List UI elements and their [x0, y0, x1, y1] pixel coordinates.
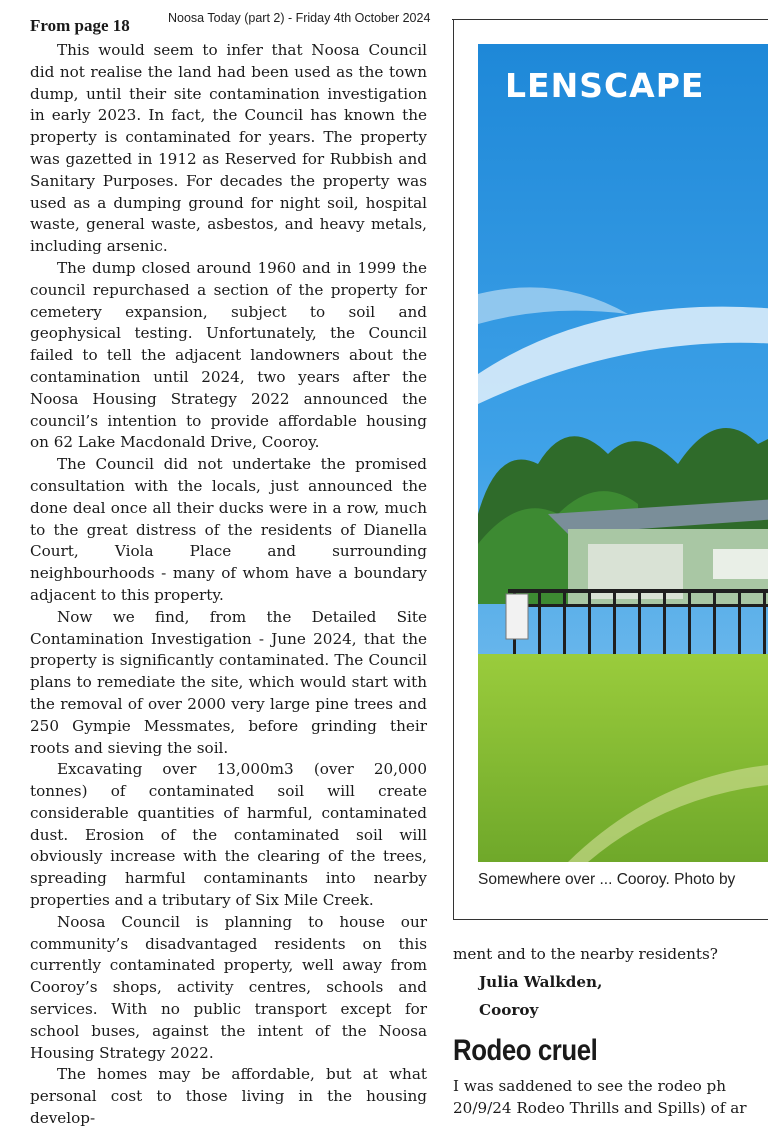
from-page-label: From page 18	[30, 16, 130, 35]
paragraph: The homes may be affordable, but at what personal cost to those living in the housing develop-	[30, 1065, 427, 1128]
next-letter-body	[453, 1076, 768, 1120]
lenscape-photo	[478, 44, 768, 862]
continuation-text: ment and to the nearby residents?	[453, 945, 718, 963]
letter-body	[30, 40, 427, 1130]
paragraph: Excavating over 13,000m3 (over 20,000 tonnes) of contaminated soil will create considerable quantities of harmful, contaminated dust. Erosion of the contaminated soil will obviously increase with the clearing of the trees, spreading harmful contaminants into nearby properties and a tributary of Six Mile Creek.	[30, 760, 427, 910]
paragraph: The dump closed around 1960 and in 1999 the council repurchased a section of the property for cemetery expansion, subject to soil and geophysical testing. Unfortunately, the Council failed to tell the adjacent landowners about the contamination until 2024, two years after the Noosa Housing Strategy 2022 announced the council’s intention to provide affordable housing on 62 Lake Macdonald Drive, Cooroy.	[30, 258, 427, 452]
signature-place: Cooroy	[479, 1000, 539, 1019]
next-letter-line: 20/9/24 Rodeo Thrills and Spills) of ar	[453, 1098, 747, 1117]
letter-ending	[453, 944, 768, 1021]
signature-name: Julia Walkden,	[479, 972, 603, 991]
next-letter-line: I was saddened to see the rodeo ph	[453, 1077, 727, 1095]
lenscape-label: LENSCAPE	[505, 66, 705, 105]
paragraph: This would seem to infer that Noosa Council did not realise the land had been used as the town dump, until their site contamination investigation in early 2023. In fact, the Council has known the property is contaminated for years. The property was gazetted in 1912 as Reserved for Rubbish and Sanitary Purposes. For decades the property was used as a dumping ground for night soil, hospital waste, general waste, asbestos, and heavy metals, including arsenic.	[30, 41, 427, 256]
paragraph: The Council did not undertake the promised consultation with the locals, just announced the done deal once all their ducks were in a row, much to the great distress of the residents of Dianella Court, Viola Place and surrounding neighbourhoods - many of whom have a boundary adjacent to this property.	[30, 455, 427, 604]
page-header: Noosa Today (part 2) - Friday 4th October 2024	[168, 11, 431, 25]
photo-caption: Somewhere over ... Cooroy. Photo by	[478, 871, 736, 888]
paragraph: Now we find, from the Detailed Site Contamination Investigation - June 2024, that the property is significantly contaminated. The Council plans to remediate the site, which would start with the removal of over 2000 very large pine trees and 250 Gympie Messmates, before grinding their roots and sieving the soil.	[30, 607, 427, 757]
next-letter-headline: Rodeo cruel	[453, 1034, 598, 1067]
paragraph: Noosa Council is planning to house our community’s disadvantaged residents on this currently contaminated property, well away from Cooroy’s shops, activity centres, schools and services. With no public transport except for school buses, against the intent of the Noosa Housing Strategy 2022.	[30, 912, 427, 1062]
